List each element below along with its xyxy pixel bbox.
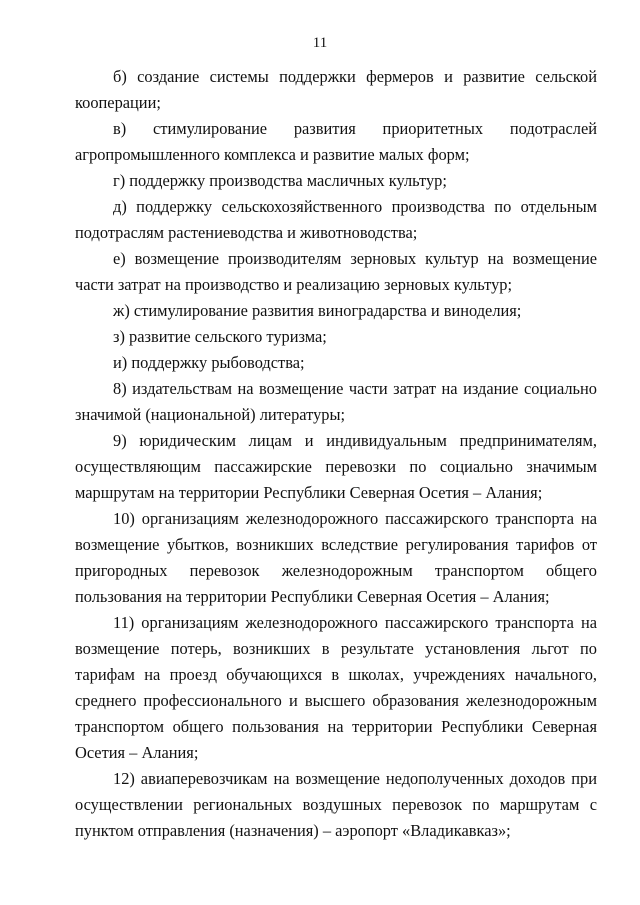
paragraph-10-railway-losses: 10) организациям железнодорожного пассажирского транспорта на возмещение убытков, возникших вследствие регулирования тарифов от пригородных перевозок железнодорожным транспортом общего пользования на территории Республики Северная Осетия – Алания; — [75, 509, 597, 606]
paragraph-b-farmer-support: б) создание системы поддержки фермеров и развитие сельской кооперации; — [75, 67, 597, 112]
paragraph-8-publishers: 8) издательствам на возмещение части затрат на издание социально значимой (национальной) литературы; — [75, 379, 597, 424]
document-body — [75, 64, 597, 844]
paragraph-d-agricultural-production: д) поддержку сельскохозяйственного производства по отдельным подотраслям растениеводства и животноводства; — [75, 197, 597, 242]
paragraph-11-railway-benefits: 11) организациям железнодорожного пассажирского транспорта на возмещение потерь, возникших в результате установления льгот по тарифам на проезд обучающихся в школах, учреждениях начального, среднего профессионального и высшего образования железнодорожным транспортом общего пользования на территории Республики Северная Осетия – Алания; — [75, 613, 597, 762]
paragraph-i-fish-farming: и) поддержку рыбоводства; — [113, 353, 305, 372]
paragraph-9-passenger-carriers: 9) юридическим лицам и индивидуальным предпринимателям, осуществляющим пассажирские перевозки по социально значимым маршрутам на территории Республики Северная Осетия – Алания; — [75, 431, 597, 502]
paragraph-z-rural-tourism: з) развитие сельского туризма; — [113, 327, 327, 346]
paragraph-12-air-carriers: 12) авиаперевозчикам на возмещение недополученных доходов при осуществлении региональных воздушных перевозок по маршрутам с пунктом отправления (назначения) – аэропорт «Владикавказ»; — [75, 769, 597, 840]
page-number: 11 — [312, 35, 328, 51]
paragraph-e-grain-producers: е) возмещение производителям зерновых культур на возмещение части затрат на производство и реализацию зерновых культур; — [75, 249, 597, 294]
paragraph-zh-viticulture: ж) стимулирование развития виноградарства и виноделия; — [113, 301, 522, 320]
paragraph-v-agro-subsectors: в) стимулирование развития приоритетных подотраслей агропромышленного комплекса и развитие малых форм; — [75, 119, 597, 164]
paragraph-g-oilseed-crops: г) поддержку производства масличных культур; — [113, 171, 447, 190]
